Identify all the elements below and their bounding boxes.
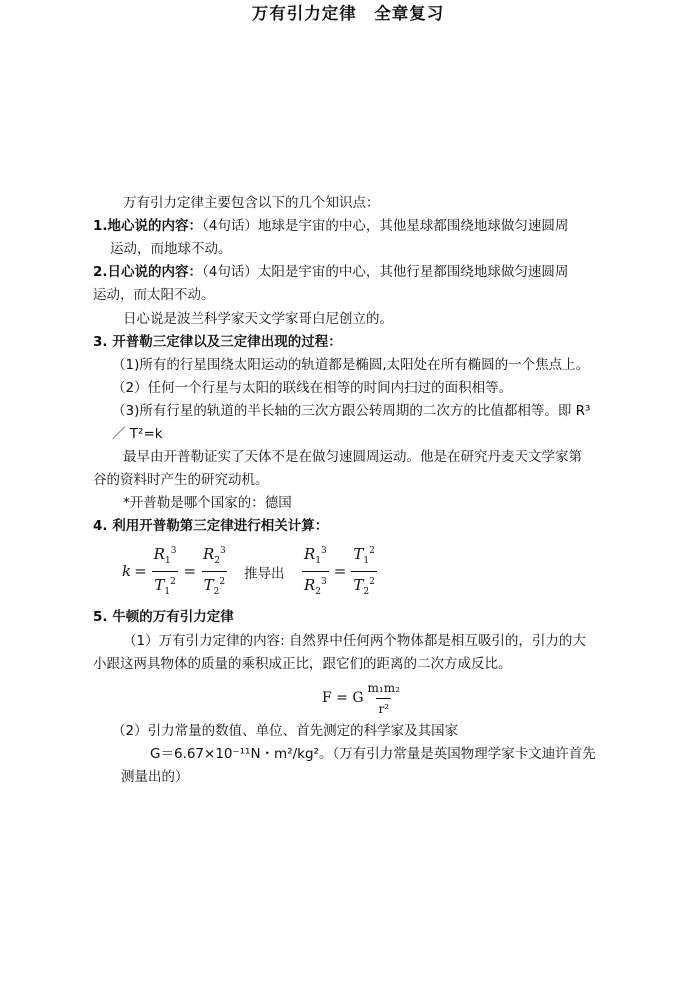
fraction-r1-r2 xyxy=(302,542,329,601)
eq-equals-2: = xyxy=(183,562,197,580)
kepler-law-3-cont: ／ T²=k xyxy=(112,426,163,442)
section-1-text: （4句话）地球是宇宙的中心，其他星球都围绕地球做匀速圆周 xyxy=(202,218,569,234)
section-5-heading: 5. 牛顿的万有引力定律 xyxy=(93,609,234,625)
gravitational-constant-line: G＝6.67×10⁻¹¹N・m²/kg²。（万有引力常量是英国物理学家卡文迪许首先 xyxy=(150,746,596,762)
section-2-number: 2. xyxy=(93,264,108,280)
r1-symbol: R xyxy=(153,544,165,563)
section-2-line-1 xyxy=(93,262,568,282)
r2-sup: 3 xyxy=(220,545,226,556)
section-1-line-2: 运动，而地球不动。 xyxy=(110,241,232,257)
formula-numerator: m₁m₂ xyxy=(367,680,400,695)
section-2-heading: 日心说的内容： xyxy=(107,264,203,280)
section-2-line-3: 日心说是波兰科学家天文学家哥白尼创立的。 xyxy=(123,311,393,327)
r1b-symbol: R xyxy=(304,544,316,563)
formula-lhs: F = G xyxy=(322,690,364,706)
section-5-paragraph-2: 小跟这两具物体的质量的乘积成正比，跟它们的距离的二次方成反比。 xyxy=(93,656,512,672)
fraction-r1-t1 xyxy=(152,542,179,601)
t2-sup: 2 xyxy=(219,576,226,587)
kepler-equation-2 xyxy=(300,546,379,596)
t1-symbol: T xyxy=(154,575,165,594)
kepler-country-question: *开普勒是哪个国家的：德国 xyxy=(123,495,292,511)
t2b-sub: 2 xyxy=(363,586,370,597)
section-3-paragraph-1: 最早由开普勒证实了天体不是在做匀速圆周运动。他是在研究丹麦天文学家第 xyxy=(123,449,582,465)
eq-equals-3: = xyxy=(333,562,347,580)
section-3-heading: 3. 开普勒三定律以及三定律出现的过程： xyxy=(93,334,342,350)
r2b-sub: 2 xyxy=(315,586,322,597)
section-4-heading: 4. 利用开普勒第三定律进行相关计算： xyxy=(93,518,329,534)
section-2-line-2: 运动，而太阳不动。 xyxy=(93,287,215,303)
section-3-paragraph-2: 谷的资料时产生的研究动机。 xyxy=(93,472,269,488)
eq-k: k xyxy=(122,562,132,580)
t1b-symbol: T xyxy=(353,544,364,563)
t1b-sub: 1 xyxy=(363,555,370,566)
derive-label: 推导出 xyxy=(244,566,285,582)
section-1-number: 1. xyxy=(93,218,108,234)
fraction-r2-t2 xyxy=(201,542,228,601)
kepler-law-1: （1)所有的行星围绕太阳运动的轨道都是椭圆,太阳处在所有椭圆的一个焦点上。 xyxy=(112,357,590,373)
t2b-sup: 2 xyxy=(369,576,375,587)
r2b-sup: 3 xyxy=(321,576,327,587)
t1-sub: 1 xyxy=(164,586,171,597)
section-1-line-1 xyxy=(93,216,568,236)
section-5-paragraph-1: （1）万有引力定律的内容: 自然界中任何两个物体都是相互吸引的，引力的大 xyxy=(123,633,586,649)
r1-sub: 1 xyxy=(164,555,171,566)
r2-symbol: R xyxy=(203,544,215,563)
t2b-symbol: T xyxy=(353,575,364,594)
formula-fraction xyxy=(366,679,402,718)
eq-equals-1: = xyxy=(134,562,147,580)
formula-denominator: r² xyxy=(376,698,391,718)
gravitational-constant-line-2: 测量出的） xyxy=(121,769,189,785)
kepler-law-3: （3)所有行星的轨道的半长轴的三次方跟公转周期的二次方的比值都相等。即 R³ xyxy=(112,403,591,419)
t2-sub: 2 xyxy=(213,586,220,597)
kepler-equation-1 xyxy=(122,546,230,596)
r2-sub: 2 xyxy=(214,555,221,566)
r1b-sup: 3 xyxy=(321,545,327,556)
r1-sup: 3 xyxy=(170,545,177,556)
t2-symbol: T xyxy=(203,575,214,594)
kepler-law-2: （2）任何一个行星与太阳的联线在相等的时间内扫过的面积相等。 xyxy=(112,380,513,396)
fraction-t1-t2 xyxy=(351,542,376,601)
section-1-heading: 地心说的内容： xyxy=(107,218,203,234)
section-5-item-2: （2）引力常量的数值、单位、首先测定的科学家及其国家 xyxy=(112,723,459,739)
page-title: 万有引力定律 全章复习 xyxy=(251,4,445,23)
section-2-text: （4句话）太阳是宇宙的中心，其他行星都围绕地球做匀速圆周 xyxy=(202,264,569,280)
gravitation-formula xyxy=(322,678,404,718)
t1b-sup: 2 xyxy=(369,545,375,556)
t1-sup: 2 xyxy=(170,576,176,587)
intro-text: 万有引力定律主要包含以下的几个知识点： xyxy=(123,195,380,211)
r1b-sub: 1 xyxy=(315,555,322,566)
r2b-symbol: R xyxy=(304,575,316,594)
